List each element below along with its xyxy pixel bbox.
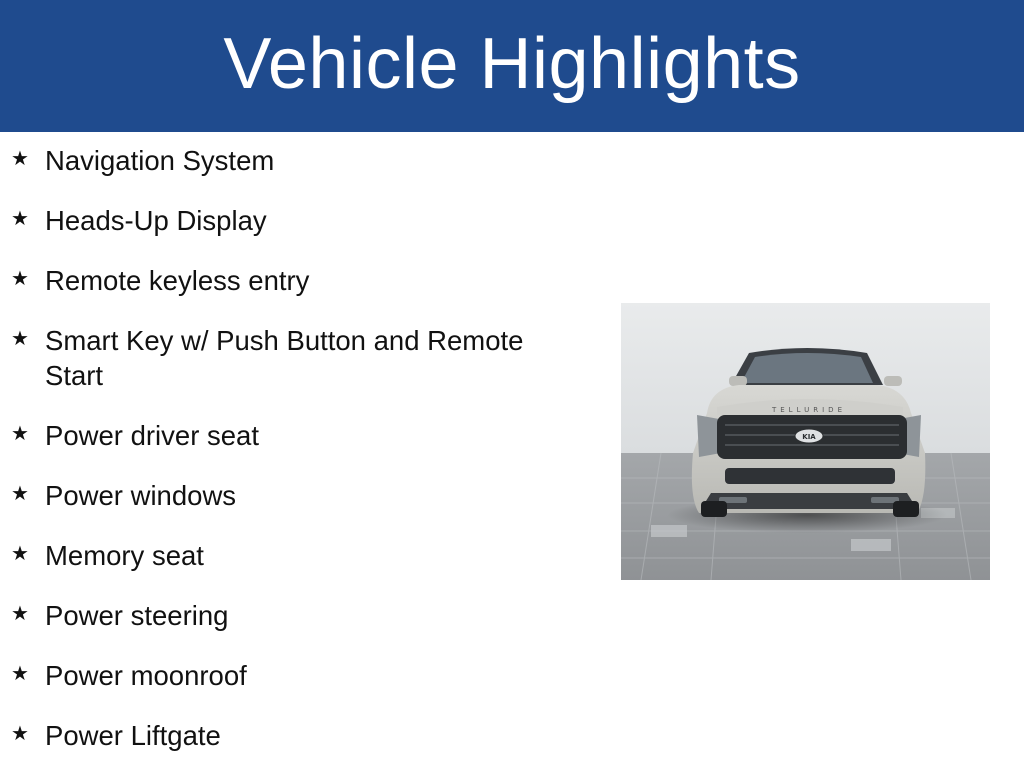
- star-icon: ★: [11, 208, 29, 230]
- feature-label: Heads-Up Display: [45, 205, 267, 236]
- list-item: [0, 323, 585, 393]
- kia-badge: KIA: [802, 433, 816, 441]
- star-icon: ★: [11, 663, 29, 685]
- feature-label: Navigation System: [45, 145, 275, 176]
- list-item: [0, 478, 585, 513]
- star-icon: ★: [11, 148, 29, 170]
- star-icon: ★: [11, 483, 29, 505]
- list-item: [0, 598, 585, 633]
- feature-label: Power driver seat: [45, 420, 259, 451]
- hood-lettering: TELLURIDE: [771, 406, 847, 414]
- vehicle-photo: [621, 303, 990, 580]
- feature-label: Power steering: [45, 600, 229, 631]
- list-item: [0, 263, 585, 298]
- feature-label: Power windows: [45, 480, 237, 511]
- feature-label: Smart Key w/ Push Button and Remote Start: [45, 325, 524, 391]
- list-item: [0, 538, 585, 573]
- page-title: Vehicle Highlights: [223, 24, 801, 104]
- star-icon: ★: [11, 723, 29, 745]
- list-item: [0, 418, 585, 453]
- star-icon: ★: [11, 543, 29, 565]
- star-icon: ★: [11, 268, 29, 290]
- feature-label: Power Liftgate: [45, 720, 221, 751]
- feature-label: Power moonroof: [45, 660, 247, 691]
- feature-list: [0, 143, 600, 778]
- list-item: [0, 203, 585, 238]
- star-icon: ★: [11, 328, 29, 350]
- list-item: [0, 658, 585, 693]
- list-item: [0, 143, 585, 178]
- title-banner: [0, 0, 1024, 132]
- star-icon: ★: [11, 603, 29, 625]
- feature-label: Memory seat: [45, 540, 204, 571]
- list-item: [0, 718, 585, 753]
- feature-label: Remote keyless entry: [45, 265, 310, 296]
- star-icon: ★: [11, 423, 29, 445]
